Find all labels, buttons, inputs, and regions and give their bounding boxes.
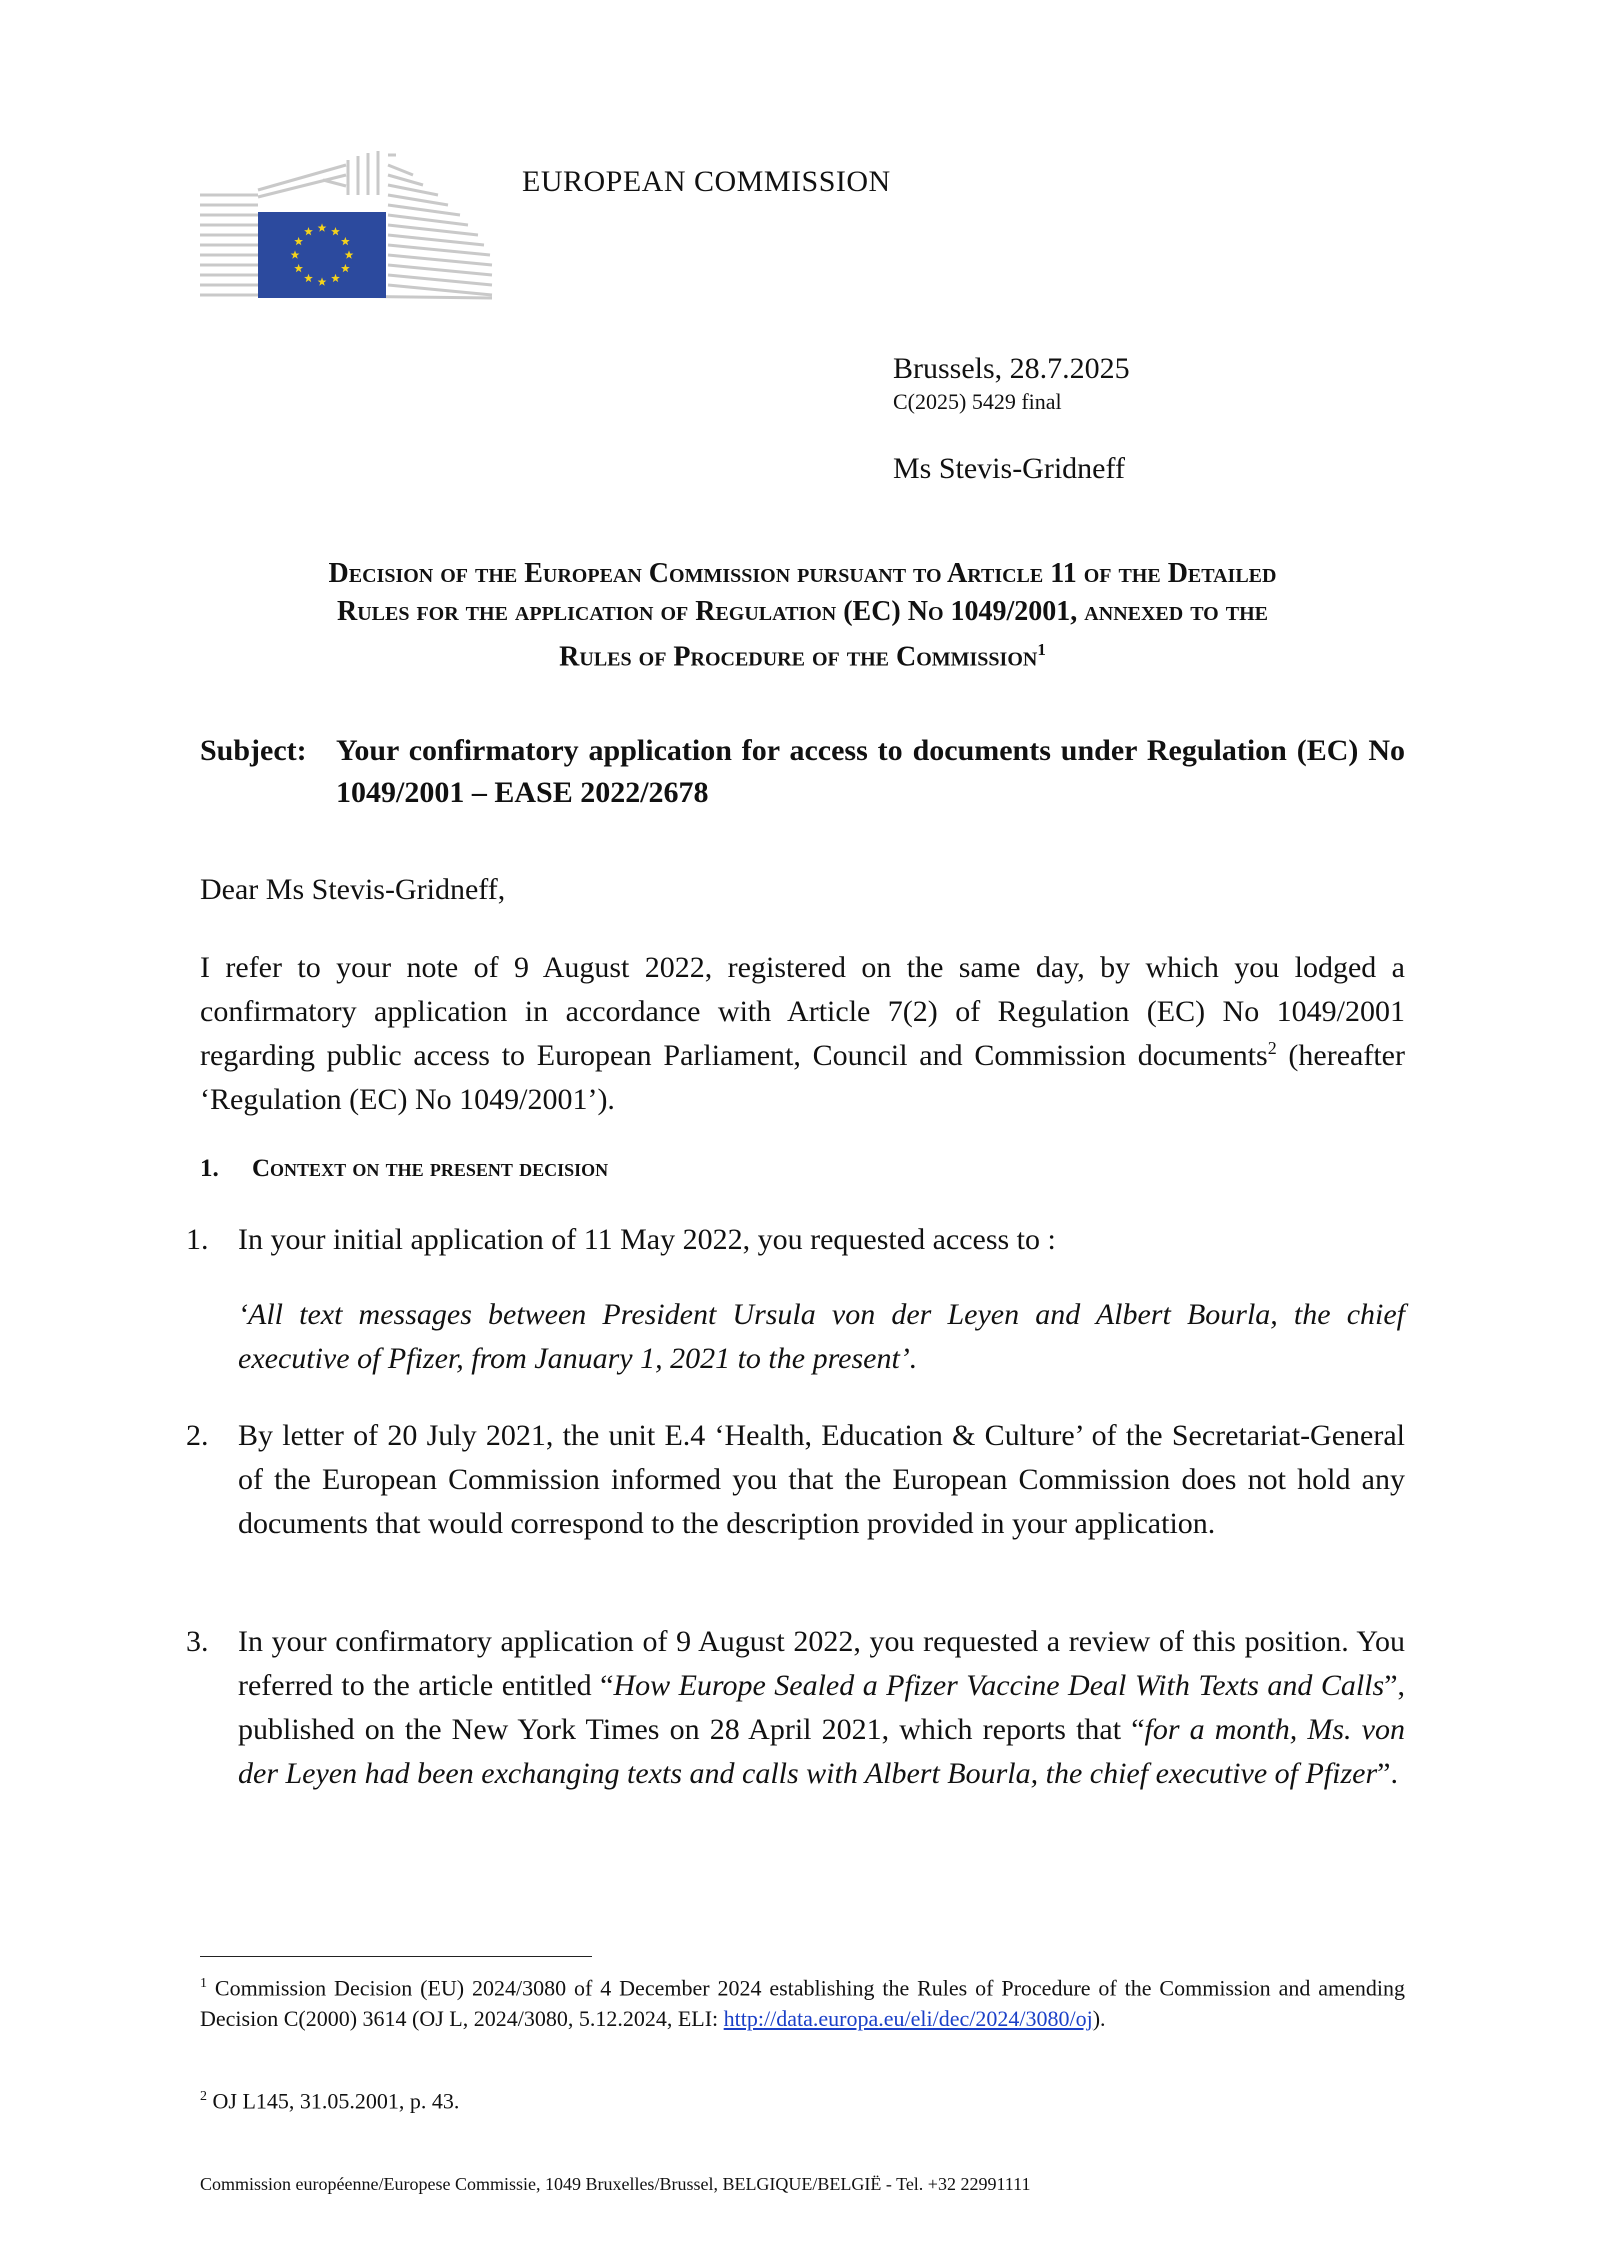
- section-number: 1.: [200, 1155, 219, 1182]
- organisation-name: EUROPEAN COMMISSION: [522, 165, 891, 198]
- article-title: How Europe Sealed a Pfizer Vaccine Deal With Texts and Calls: [613, 1669, 1385, 1702]
- decision-heading: [200, 555, 1405, 676]
- footnote-text: Commission Decision (EU) 2024/3080 of 4 December 2024 establishing the Rules of Procedure of the Commission and amending Decision C(2000) 3614 (OJ L, 2024/3080, 5.12.2024, ELI:: [200, 1975, 1405, 2032]
- item-text-part: ”.: [1377, 1757, 1398, 1790]
- intro-paragraph: [200, 946, 1405, 1122]
- footnote-tail: ).: [1092, 2006, 1106, 2032]
- item-number: 3.: [186, 1625, 209, 1658]
- item-number: 2.: [186, 1419, 209, 1452]
- quoted-request: ‘All text messages between President Ursula von der Leyen and Albert Bourla, the chief executive of Pfizer, from January 1, 2021 to the present’.: [238, 1298, 1405, 1375]
- decision-heading-line1: Decision of the European Commission pursuant to Article 11 of the Detailed: [328, 558, 1277, 589]
- footnote-ref: 1: [1037, 640, 1046, 659]
- item-text-part: ”, published on the New York Times on 28 April 2021, which reports that “: [238, 1669, 1406, 1746]
- footnote-number: 2: [200, 2089, 207, 2104]
- numbered-item: [186, 1620, 1405, 1796]
- numbered-item: [186, 1218, 1405, 1262]
- intro-tail: (hereafter ‘Regulation (EC) No 1049/2001’).: [200, 1039, 1405, 1116]
- place-date: Brussels, 28.7.2025: [893, 352, 1130, 385]
- numbered-item: [186, 1414, 1405, 1546]
- section-heading: [200, 1155, 608, 1183]
- document-reference: C(2025) 5429 final: [893, 389, 1062, 414]
- footnote-ref: 2: [1267, 1038, 1277, 1058]
- decision-heading-line3: Rules of Procedure of the Commission: [559, 641, 1038, 673]
- item-text: In your initial application of 11 May 2022, you requested access to :: [238, 1223, 1056, 1256]
- subject-block: [200, 730, 1405, 814]
- salutation: Dear Ms Stevis-Gridneff,: [200, 873, 506, 906]
- ec-logo-icon: [198, 150, 494, 300]
- page-footer: Commission européenne/Europese Commissie, 1049 Bruxelles/Brussel, BELGIQUE/BELGIË - Tel. +32 22991111: [200, 2174, 1031, 2194]
- article-quote: for a month, Ms. von der Leyen had been exchanging texts and calls with Albert Bourla, the chief executive of Pfizer: [238, 1713, 1405, 1790]
- footnote: [200, 1968, 1405, 2034]
- eli-link[interactable]: http://data.europa.eu/eli/dec/2024/3080/oj: [723, 2006, 1093, 2032]
- subject-label: Subject:: [200, 734, 307, 767]
- footnote-number: 1: [200, 1976, 207, 1991]
- item-text: [238, 1620, 1405, 1796]
- recipient: Ms Stevis-Gridneff: [893, 452, 1125, 485]
- footnote: [200, 2081, 1405, 2116]
- item-number: 1.: [186, 1223, 209, 1256]
- subject-text: Your confirmatory application for access to documents under Regulation (EC) No 1049/2001 – EASE 2022/2678: [336, 734, 1405, 809]
- intro-text: I refer to your note of 9 August 2022, registered on the same day, by which you lodged a confirmatory application in accordance with Article 7(2) of Regulation (EC) No 1049/2001 regarding public access to European Parliament, Council and Commission documents: [200, 951, 1405, 1072]
- item-text-part: In your confirmatory application of 9 August 2022, you requested a review of this position. You referred to the article entitled “: [238, 1625, 1405, 1702]
- footnote-text: OJ L145, 31.05.2001, p. 43.: [212, 2088, 460, 2114]
- footnote-separator: [200, 1956, 592, 1957]
- section-title: Context on the present decision: [252, 1155, 609, 1182]
- decision-heading-line2: Rules for the application of Regulation (EC) No 1049/2001, annexed to the: [337, 596, 1268, 627]
- item-text: By letter of 20 July 2021, the unit E.4 ‘Health, Education & Culture’ of the Secretariat-General of the European Commission informed you that the European Commission does not hold any documents that would correspond to the description provided in your application.: [238, 1419, 1405, 1540]
